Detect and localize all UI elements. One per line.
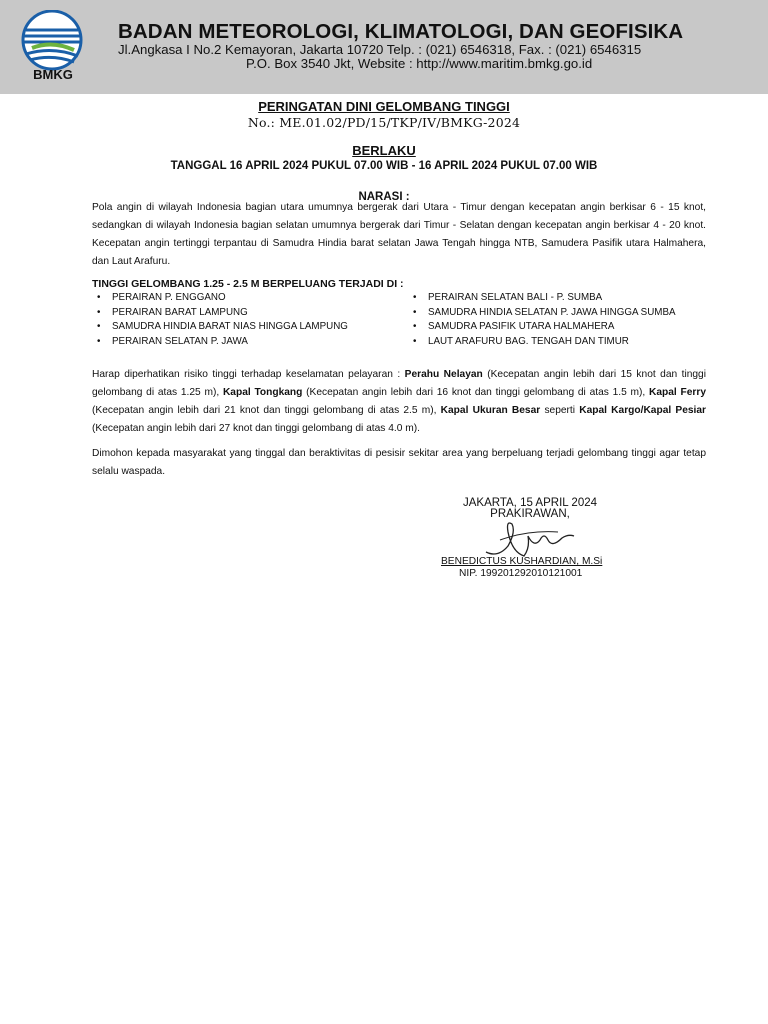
address-line-1: Jl.Angkasa I No.2 Kemayoran, Jakarta 10720 Telp. : (021) 6546318, Fax. : (021) 6546315 [118, 42, 642, 57]
narrative-heading: NARASI : [358, 191, 410, 203]
document-title: PERINGATAN DINI GELOMBANG TINGGI [258, 99, 510, 114]
document-number: No.: ME.01.02/PD/15/TKP/IV/BMKG-2024 [247, 115, 521, 130]
risk-paragraph: Harap diperhatikan risiko tinggi terhadap keselamatan pelayaran : Perahu Nelayan (Kecepatan angin lebih dari 15 knot dan tinggi gelombang di atas 1.25 m), Kapal Tongkang (Kecepatan angin lebih dari 16 knot dan tinggi gelombang di atas 1.5 m), Kapal Ferry (Kecepatan angin lebih dari 21 knot dan tinggi gelombang di atas 2.5 m), Kapal Ukuran Besar seperti Kapal Kargo/Kapal Pesiar (Kecepatan angin lebih dari 27 knot dan tinggi gelombang di atas 4.0 m). [92, 369, 706, 434]
logo-text: BMKG [33, 67, 73, 82]
signatory-nip: NIP. 199201292010121001 [459, 568, 583, 579]
list-item: • PERAIRAN SELATAN BALI - P. SUMBA [410, 291, 676, 306]
areas-list-right [410, 291, 676, 349]
organization-name: BADAN METEOROLOGI, KLIMATOLOGI, DAN GEOFISIKA [118, 20, 684, 43]
list-item: • PERAIRAN P. ENGGANO [94, 291, 348, 306]
signatory-name: BENEDICTUS KUSHARDIAN, M.Si [441, 556, 603, 567]
list-item: • SAMUDRA HINDIA SELATAN P. JAWA HINGGA SUMBA [410, 306, 676, 321]
letterhead [0, 0, 768, 94]
areas-list-left [94, 291, 348, 349]
signature-role: PRAKIRAWAN, [490, 508, 570, 520]
list-item: • LAUT ARAFURU BAG. TENGAH DAN TIMUR [410, 335, 676, 350]
wave-height-heading: TINGGI GELOMBANG 1.25 - 2.5 M BERPELUANG TERJADI DI : [92, 278, 404, 290]
list-item: • PERAIRAN BARAT LAMPUNG [94, 306, 348, 321]
validity-heading: BERLAKU [352, 143, 416, 158]
appeal-paragraph: Dimohon kepada masyarakat yang tinggal dan beraktivitas di pesisir sekitar area yang berpeluang terjadi gelombang tinggi agar tetap selalu waspada. [92, 448, 706, 477]
narrative-paragraph: Pola angin di wilayah Indonesia bagian utara umumnya bergerak dari Utara - Timur dengan kecepatan angin berkisar 6 - 15 knot, sedangkan di wilayah Indonesia bagian selatan umumnya bergerak dari Timur - Selatan dengan kecepatan angin berkisar 4 - 20 knot. Kecepatan angin tertinggi terpantau di Samudra Hindia barat selatan Jawa Tengah hingga NTB, Samudera Pasifik utara Halmahera, dan Laut Arafuru. [92, 202, 706, 267]
validity-dates: TANGGAL 16 APRIL 2024 PUKUL 07.00 WIB - 16 APRIL 2024 PUKUL 07.00 WIB [170, 160, 598, 172]
list-item: • SAMUDRA PASIFIK UTARA HALMAHERA [410, 320, 676, 335]
list-item: • PERAIRAN SELATAN P. JAWA [94, 335, 348, 350]
signature-place-date: JAKARTA, 15 APRIL 2024 [462, 497, 598, 509]
list-item: • SAMUDRA HINDIA BARAT NIAS HINGGA LAMPUNG [94, 320, 348, 335]
address-line-2: P.O. Box 3540 Jkt, Website : http://www.maritim.bmkg.go.id [246, 56, 593, 71]
